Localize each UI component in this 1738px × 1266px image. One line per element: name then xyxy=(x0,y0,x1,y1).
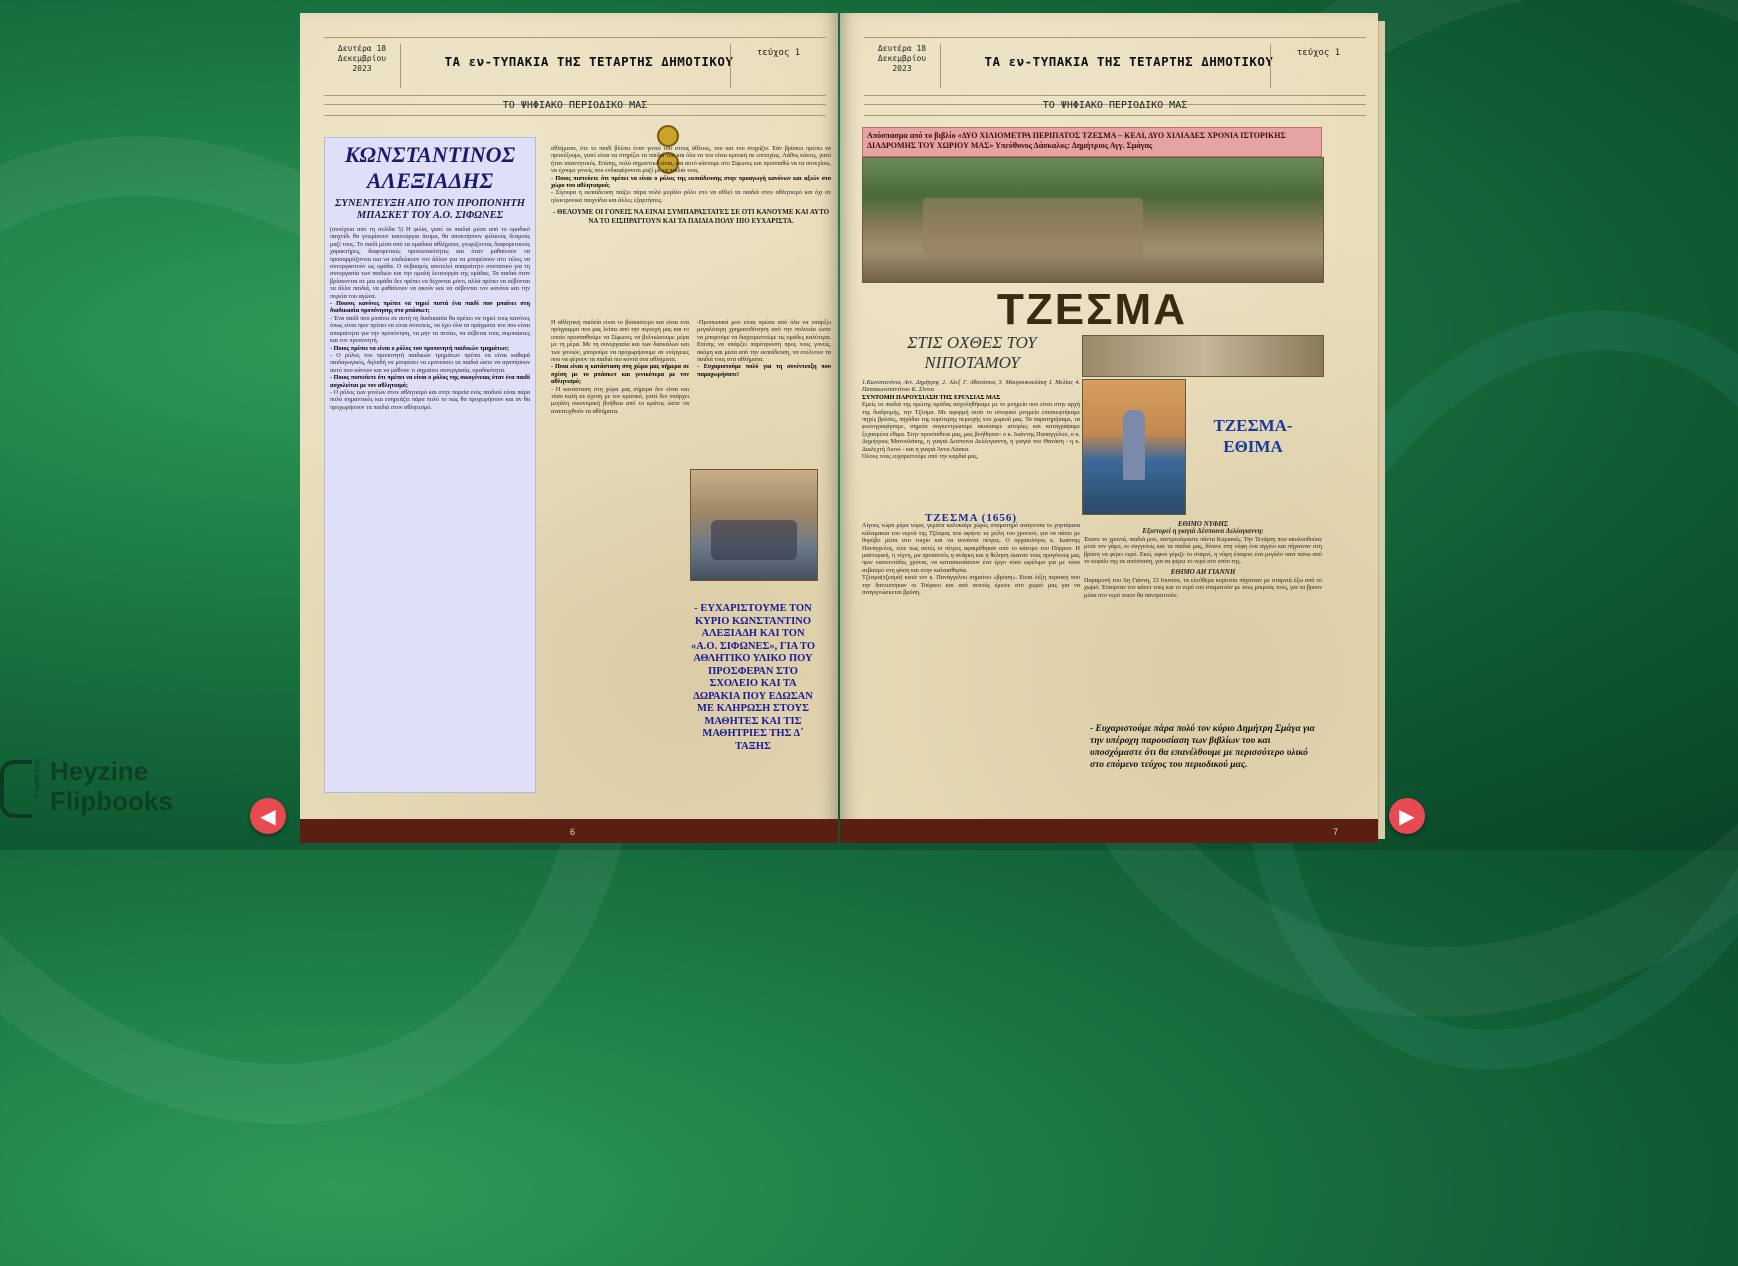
custom-title: ΕΘΙΜΟ ΑΗ ΓΙΑΝΝΗ xyxy=(1170,568,1236,577)
fountain-photo xyxy=(862,157,1324,283)
section-title: ΤΖΕΣΜΑ (1656) xyxy=(925,512,1017,524)
page-footer xyxy=(300,819,838,843)
interview-column-top: αθλήματα, ότε το παιδί βλέπει έναν γονιό του στους άθλους, του και του στηρίζει. Εάν βρίσκει πρέπει να προσέξουμε, γιατί είναι να στηρίξει τα παιδιά του και όλα να του είναι κριτική σε επιτυχίας. Λάθος κάνεις, γιατί ήταν απαντητικός. Επίσης, πολύ σημαντικό είναι, και αυτό κάνουμε στο Σίφωνες και προσπαθώ να τα συνεχίσω, να έχουμε γονείς που ενδιαφέρονται μαζί με τα παιδιά τους. - Ποιος πιστεύετε ότι πρέπει να είναι ο ρόλος της εκπαίδευσης στην προαγωγή κανόνων και αξιών στο χώρο του αθλητισμού; - Σίγουρα η εκπαίδευση παίζει πάρα πολύ μεγάλο ρόλο στο να αθλεί τα παιδιά στον αθλητισμό και όχι σε ηλεκτρονικά παιχνίδια και άλλες εξαρτήσεις. - ΘΕΛΟΥΜΕ ΟΙ ΓΟΝΕΙΣ ΝΑ ΕΙΝΑΙ ΣΥΜΠΑΡΑΣΤΑΤΕΣ ΣΕ ΟΤΙ ΚΑΝΟΥΜΕ ΚΑΙ ΑΥΤΟ ΝΑ ΤΟ ΕΙΣΠΡΑΤΤΟΥΝ ΚΑΙ ΤΑ ΠΑΙΔΙΑ ΠΟΛΥ ΠΙΟ ΕΥΧΑΡΙΣΤΑ. xyxy=(551,145,831,225)
club-emblem-icon xyxy=(657,125,697,147)
page-edge xyxy=(1378,21,1385,839)
landscape-photo xyxy=(1082,335,1324,377)
theme-heading: ΤΖΕΣΜΑ-ΕΘΙΜΑ xyxy=(1213,416,1293,456)
interview-column-left: Η αθλητική παιδεία είναι το βασικότερο και είναι ένα πρόγραμμα που μας λείπει από την περιοχή μας και το οποίο προσπαθούμε να Σίφωνες να βελτιώσουμε μέρα με τη μέρα. Με τη συνεργασία και των δασκάλων και των γονιών, μπορούμε να προχωρήσουμε σε ενέργειες που να φέρουν τα παιδιά πιο κοντά στα αθλήματα. - Ποια είναι η κατάσταση στη χώρα μας σήμερα σε σχέση με το μπάσκετ και γενικότερα με τον αθλητισμό; - Η κατάσταση στη χώρα μας σήμερα δεν είναι και τόσο καλή σε σχέση με τον κρατικό, γιατί δεν υπάρχει μεγάλη οικονομική βοήθεια από το κράτος ώστε να αναπτυχθούν τα αθλήματα. xyxy=(551,319,689,415)
interview-highlight: - ΘΕΛΟΥΜΕ ΟΙ ΓΟΝΕΙΣ ΝΑ ΕΙΝΑΙ ΣΥΜΠΑΡΑΣΤΑΤΕΣ ΣΕ ΟΤΙ ΚΑΝΟΥΜΕ ΚΑΙ ΑΥΤΟ ΝΑ ΤΟ ΕΙΣΠΡΑΤΤΟΥΝ ΚΑΙ ΤΑ ΠΑΙΔΙΑ ΠΟΛΥ ΠΙΟ ΕΥΧΑΡΙΣΤΑ. xyxy=(552,208,830,225)
customs-section: ΕΘΙΜΟ ΝΥΦΗΣ Εξιστορεί η γιαγιά Δέσποινα Δελέογιαννη: Έκανε το χρονιά, παιδιά μου, παντρευόμαστε πάντα Κυριακές. Την Τετάρτη που ακολουθούσε μετά τον γάμο, οι συγγενείς και τα παιδιά μας, δίνανε στη νύφη ένα αγγείο και πήγαιναν στη βρύση να φέρει νερό. Εκεί, αφού γέμιζε το σταμνί, η νύφη έπαιρνε ένα μεγάλο πανί πάνω από το κεφάλι της σε απόσταση, για να φέρει το νερό στο σπίτι της. ΕΘΙΜΟ ΑΗ ΓΙΑΝΝΗ Παραμονή του Άη Γιάννη, 23 Ιουνίου, τα ελεύθερα κορίτσια πήγαιναν με σταμνιά έξω από το χωριό. Έπαιρναν τον κάνετ τους και το νερό του σταματούν με τους μικρούς τους, για να βρουν μέσα στο νερό ποιον θα παντρευτούν. xyxy=(1084,520,1322,599)
masthead-title: ΤΑ εν-ΤΥΠΑΚΙΑ ΤΗΣ ΤΕΤΑΡΤΗΣ ΔΗΜΟΤΙΚΟΥ xyxy=(984,54,1274,69)
book-excerpt-banner: Απόσπασμα από το βιβλίο «ΔΥΟ ΧΙΛΙΟΜΕΤΡΑ ΠΕΡΙΠΑΤΟΣ ΤΖΕΣΜΑ – ΚΕΛΙ, ΔΥΟ ΧΙΛΙΑΔΕΣ ΧΡΟΝΙΑ ΙΣΤΟΡΙΚΗΣ ΔΙΑΔΡΟΜΗΣ ΤΟΥ ΧΩΡΙΟΥ ΜΑΣ» Υπεύθυνος Δάσκαλος: Δημήτριος Αγγ. Σμάγας xyxy=(862,127,1322,157)
tzesma-history: ΤΖΕΣΜΑ (1656) Λίγους τώρα μέρα τώρα, γεμάτα καλοκαίρι χώρες σταματημό ανάγνοσα το χορτάρισα κάλαμακια του νερού της Τζέσμας που αφήνει τα χείλη του χρονιού, για να πάσει με θορύβο μέσα στο τοιχίο και να συνάντα πέτρες. Ο αρχαιολόγος κ. Ιωάννης Πανάγγελος, είπε πως αυτές οι πέτρες αφαιρέθηκαν από το κάστρο του Πόρρου. Η μαστορική, η τέχνη, μα προπαντός η ανάγκη και η θέληση έκαναν τους προγόνους μας πριν εκατοντάδες χρόνια, να κατασκευάσουν ένα έργο τόσο ωφέλιμο για με τόσο σεβασμό στη φύση και στην καλαισθησία. Τζέσμα(τζεσμά) κατά τον κ. Πανάγγελου σημαίνει «βρύση». Είναι λέξη περσική που την δανειστήκαν οι Τούρκοι και από αυτούς έμεινε στο χωριό μας για να αναγιγνώσκεται βρύση. xyxy=(862,512,1080,597)
masthead-subtitle: ΤΟ ΨΗΦΙΑΚΟ ΠΕΡΙΟΔΙΚΟ ΜΑΣ xyxy=(324,95,826,116)
heyzine-logo-icon xyxy=(0,760,32,818)
masthead-subtitle: ΤΟ ΨΗΦΙΑΚΟ ΠΕΡΙΟΔΙΚΟ ΜΑΣ xyxy=(864,95,1366,116)
masthead-title: ΤΑ εν-ΤΥΠΑΚΙΑ ΤΗΣ ΤΕΤΑΡΤΗΣ ΔΗΜΟΤΙΚΟΥ xyxy=(444,54,734,69)
flipbook xyxy=(300,13,1378,843)
masthead-date: Δευτέρα 18 Δεκεμβρίου 2023 xyxy=(324,44,401,88)
interview-sidebar xyxy=(324,137,536,793)
page-number: 7 xyxy=(1333,827,1339,837)
author-name: ΚΩΝΣΤΑΝΤΙΝΟΣ ΑΛΕΞΙΑΔΗΣ xyxy=(344,142,516,193)
heyzine-branding[interactable] xyxy=(0,756,200,826)
prev-page-button[interactable] xyxy=(250,798,286,834)
arrow-right-icon: ▶ xyxy=(1399,804,1415,828)
article-subtitle: ΣΤΙΣ ΟΧΘΕΣ ΤΟΥ ΝΙΠΟΤΑΜΟΥ xyxy=(907,333,1037,372)
arrow-left-icon: ◀ xyxy=(260,804,276,828)
article-title: ΤΖΕΣΜΑ xyxy=(997,285,1187,334)
powered-by-label: Powered by xyxy=(34,760,41,797)
brand-name: Heyzine Flipbooks xyxy=(50,756,173,816)
project-summary: 1.Κωνσταντίνος Αντ. Δημήτρης 2. Αλεξ Γ. Αθανάσιος 3. Μαυρουκουλάκη Ι. Μελίας 4. Παπακωνσταντίνου Κ. Σίντια ΣΥΝΤΟΜΗ ΠΑΡΟΥΣΙΑΣΗ ΤΗΣ ΕΡΓΑΣΙΑΣ ΜΑΣ Εμείς τα παιδιά της πρώτης ομάδας ασχοληθήκαμε με το μνημείο που είναι στην αρχή της διαδρομής, την Τζέσμα. Με αφορμή αυτό το ιστορικό μνημείο επισκεφτήκαμε πηγές βρύσες, πηγάδια της ευρύτερης περιοχής του χωριού μας. Τα παρατηρήσαμε, τα φωτογραφήσαμε, σημεία συγκεντρώσαμε ακούσαμε ιστορίες και καταγράψαμε ξεχασμένα έθιμα. Στην προσπάθεια μας, μας βοήθησαν: ο κ. Ιωάννης Παπαγγέλου, ο κ. Δημήτριος Μανουλάκης, η γιαγιά Δεσποινα Δελέογιαννη, η γιαγιά του Θανάση - η κ. Διαλεχτή Λιονέ - και η γιαγιά Άννα Λάσκα. Όλους τους ευχαριστούμε από την καρδιά μας. xyxy=(862,379,1080,461)
custom-title: ΕΘΙΜΟ ΝΥΦΗΣ xyxy=(1177,520,1229,528)
page-footer xyxy=(840,819,1378,843)
interview-text: (συνέχεια από τη σελίδα 5) Η φιλία, γιατί τα παιδιά μέσα από το ομαδικό παιχνίδι θα γνωρίσουν καινούργια άτομα, θα αποκτήσουν φιλικούς δεσμούς μαζί τους. Το παιδί μέσα από τα ομαδικά αθλήματα, γνωρίζοντας διαφορετικούς χαρακτήρες, διαφορετικές προσωπικότητες και όταν μαθαίνουν να προσαρμόζονται και να επιδιώκουν τον άλλον για να μπορέσουν στο τέλος να συνεργαστούν ως ομάδα. Ο σεβασμός αποτελεί απαραίτητο συστατικό για τη συνεργασία των παιδιών και την ομαλή λειτουργία της ομάδας. Τα παιδιά όταν βρίσκονται σε μια ομάδα δεν πρέπει να δέχονται μόνο, αλλά πρέπει να σέβονται τα άλλα παιδιά, να μαθαίνουν να ακούν και να σέβονται τον κανόνα και την πορεία του αγώνα. - Ποιους κανόνες πρέπει να τηρεί πιστά ένα παιδί που μπαίνει στη διαδικασία προπόνησης στο μπάσκετ; - Ένα παιδί που μπαίνει σε αυτή τη διαδικασία θα πρέπει να τηρεί τους κανόνες όπως είναι πριν πρέπει να είναι συνεπείς, να έχει όλα τα πράγματα του που είναι απαραίτητα για την προπόνηση, να μην τα πετάει, να σέβεται τους συμπαίκτες και τον προπονητή. - Ποιος πρέπει να είναι ο ρόλος του προπονητή παιδικών τμημάτων; - Ο ρόλος του προπονητή παιδικών τμημάτων πρέπει να είναι καθαρά παιδαγωγικός, δηλαδή να μπορέσει να εμπνεύσει τα παιδιά ώστε να αγαπήσουν αυτό που κάνουν και να μάθουν τι σημαίνει συνεργασία, ομαδικότητα. - Ποιος πιστεύετε ότι πρέπει να είναι ο ρόλος της οικογένειας όταν ένα παιδί ασχολείται με τον αθλητισμό; - Ο ρόλος των γονέων στον αθλητισμό και στην πορεία ενός παιδιού είναι πάρα πολύ σημαντικός και επηρεάζει πάρα πολύ το πώς θα προχωρήσουν και αν θα προχωρήσουν τα παιδιά στον αθλητισμό. xyxy=(330,226,530,411)
thanks-note: - ΕΥΧΑΡΙΣΤΟΥΜΕ ΤΟΝ ΚΥΡΙΟ ΚΩΝΣΤΑΝΤΙΝΟ ΑΛΕΞΙΑΔΗ ΚΑΙ ΤΟΝ «Α.Ο. ΣΙΦΩΝΕΣ», ΓΙΑ ΤΟ ΑΘΛΗΤΙΚΟ ΥΛΙΚΟ ΠΟΥ ΠΡΟΣΦΕΡΑΝ ΣΤΟ ΣΧΟΛΕΙΟ ΚΑΙ ΤΑ ΔΩΡΑΚΙΑ ΠΟΥ ΕΔΩΣΑΝ ΜΕ ΚΛΗΡΩΣΗ ΣΤΟΥΣ ΜΑΘΗΤΕΣ ΚΑΙ ΤΙΣ ΜΑΘΗΤΡΙΕΣ ΤΗΣ Δ΄ ΤΑΞΗΣ xyxy=(690,603,816,752)
author-subtitle: ΣΥΝΕΝΤΕΥΞΗ ΑΠΟ ΤΟΝ ΠΡΟΠΟΝΗΤΗ ΜΠΑΣΚΕΤ ΤΟΥ Α.Ο. ΣΙΦΩΝΕΣ xyxy=(335,198,525,221)
classroom-photo xyxy=(690,469,818,581)
masthead-issue: τεύχος 1 xyxy=(1270,44,1366,88)
page-6[interactable] xyxy=(300,13,838,843)
interview-column-right: -Προσωπικά μου είναι πρώτα από όλα να υπάρξει μεγαλύτερη χρηματοδότηση από την πολιτεία ώστε να μπορούμε να διαχειριστούμε τις ομάδες καλύτερα. Επίσης να υπάρξει παρότρυνση προς τους γονείς, ακόμη και μέσα από την εκπαίδευση, να στέλνουν τα παιδιά τους στα αθλήματα. - Ευχαριστούμε πολύ για τη συνέντευξη που παραχωρήσατε! xyxy=(697,319,831,378)
masthead-date: Δευτέρα 18 Δεκεμβρίου 2023 xyxy=(864,44,941,88)
masthead-issue: τεύχος 1 xyxy=(730,44,826,88)
closing-thanks: - Ευχαριστούμε πάρα πολύ τον κύριο Δημήτρη Σμάγα για την υπέροχη παρουσίαση των βιβλίων του και υποσχόμαστε ότι θα επανέλθουμε με περισσότερο υλικό στο επόμενο τεύχος του περιοδικού μας. xyxy=(1090,724,1315,770)
page-7[interactable] xyxy=(840,13,1378,843)
next-page-button[interactable] xyxy=(1389,798,1425,834)
teacher-photo xyxy=(1082,379,1186,515)
page-number: 6 xyxy=(570,827,576,837)
